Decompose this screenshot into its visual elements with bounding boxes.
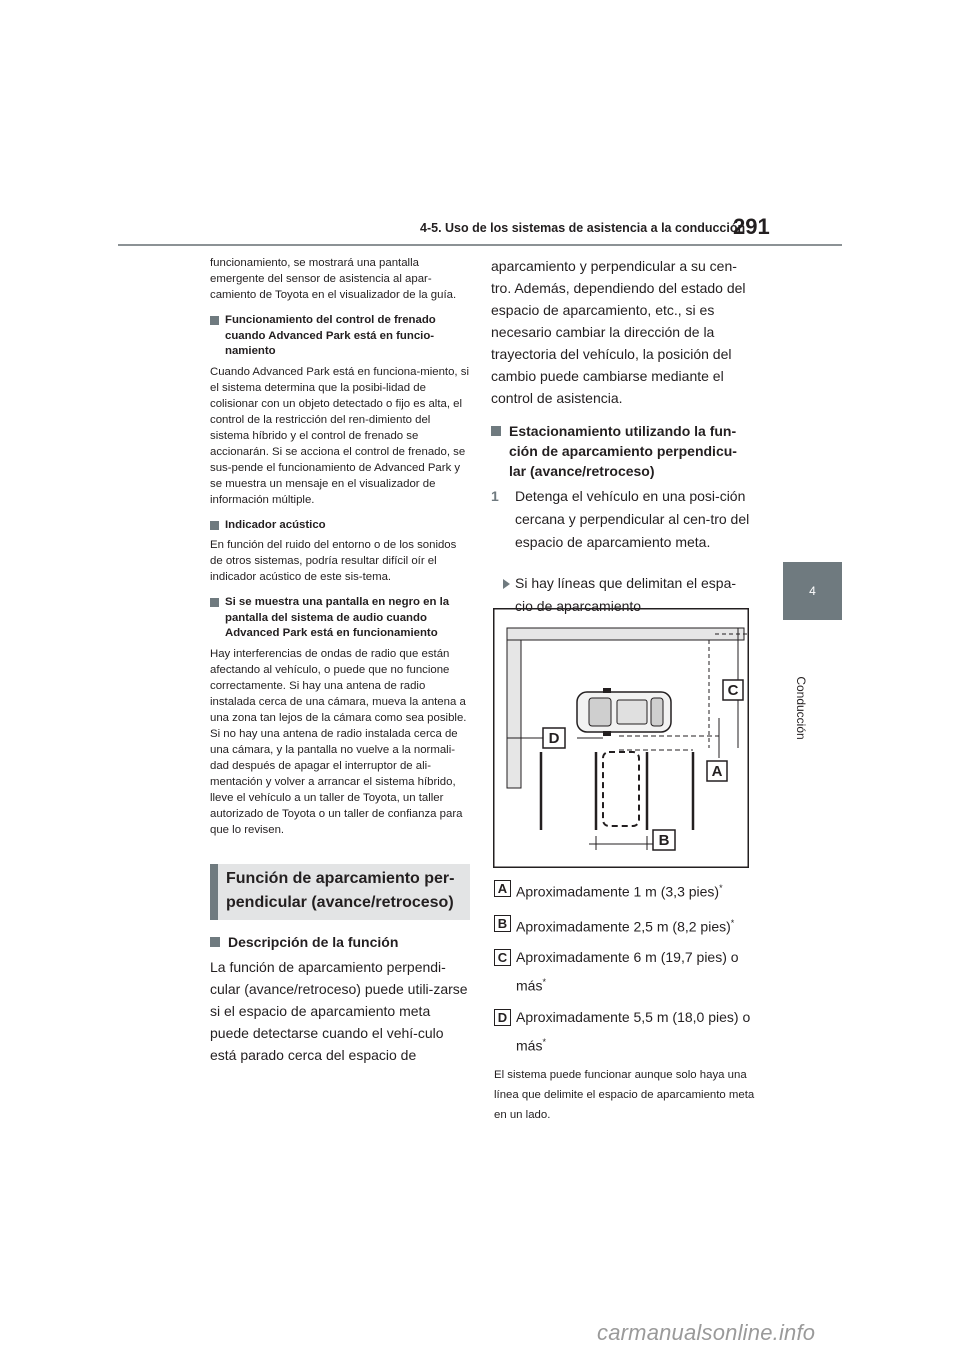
- target-parking-space: [603, 752, 639, 826]
- label-b: B: [658, 832, 670, 849]
- chapter-tab[interactable]: [783, 562, 842, 620]
- label-d-box: [543, 728, 565, 748]
- system-note: El sistema puede funcionar aunque solo haya una línea que delimite el espacio de aparcamiento meta en un lado.: [494, 1068, 755, 1121]
- subheading-buzzer: [210, 518, 472, 534]
- legend-text: Aproximadamente 2,5 m (8,2 pies): [516, 918, 731, 935]
- intro-paragraph: funcionamiento, se mostrará una pantalla emergente del sensor de asistencia al apar-camiento de Toyota en el visualizador de la guía.: [210, 257, 457, 301]
- footnote-mark: *: [719, 883, 723, 893]
- page-number: 291: [733, 214, 770, 239]
- legend-item-a: [494, 876, 756, 905]
- diagram-legend: [494, 876, 756, 1125]
- car-windshield: [589, 698, 611, 726]
- car-roof: [617, 700, 647, 724]
- step-text: Detenga el vehículo en una posi-ción cercana y perpendicular al cen-tro del espacio de aparcamiento meta.: [515, 488, 750, 550]
- square-bullet-icon: [210, 316, 219, 325]
- subheading-function-description: [210, 932, 472, 952]
- black-screen-paragraph: Hay interferencias de ondas de radio que están afectando al vehículo, o puede que no funcione correctamente. Si hay una antena de radio instalada cerca de una cámara, mueva la antena a una zona tan lejos de la cámara como sea posible. Si no hay una antena de radio instalada cerca de una cámara, y la pantalla no vuelve a la normali-dad después de apagar el interruptor de ali-mentación y volver a arrancar el sistema híbrido, lleve el vehículo a un taller de Toyota, un taller autorizado de Toyota o un taller de confianza para que lo revisen.: [210, 647, 467, 836]
- subheading-brake-control: [210, 313, 472, 360]
- watermark[interactable]: carmanualsonline.info: [597, 1320, 816, 1345]
- function-description-paragraph: La función de aparcamiento perpendi-cular (avance/retroceso) puede utili-zarse si el espacio de aparcamiento meta puede detectarse cuando el vehí-culo está parado cerca del espacio de: [210, 958, 468, 1063]
- left-column: [210, 255, 472, 1066]
- label-b-box: [653, 830, 675, 850]
- subheading-text: Funcionamiento del control de frenado cuando Advanced Park está en funcio-namiento: [225, 314, 436, 357]
- legend-item-d: [494, 1005, 756, 1059]
- square-bullet-icon: [210, 521, 219, 530]
- subheading-text: Indicador acústico: [225, 518, 326, 531]
- subheading-parking-procedure: [491, 421, 753, 481]
- header-divider: [118, 244, 842, 246]
- legend-text: Aproximadamente 1 m (3,3 pies): [516, 883, 720, 900]
- legend-key: A: [494, 880, 511, 897]
- legend-key: B: [494, 915, 511, 932]
- continued-paragraph: aparcamiento y perpendicular a su cen-tro. Además, dependiendo del estado del espacio de aparcamiento, etc., si es necesario cambiar la dirección de la trayectoria del vehículo, la posición del cambio puede cambiarse mediante el control de asistencia.: [491, 258, 746, 406]
- legend-item-c: [494, 945, 756, 999]
- step-number: 1: [491, 488, 499, 504]
- buzzer-paragraph: En función del ruido del entorno o de los sonidos de otros sistemas, podría resultar difícil oír el indicador acústico de este sis-tema.: [210, 539, 457, 583]
- car-rear-window: [651, 698, 663, 726]
- footnote-mark: *: [542, 1036, 546, 1047]
- legend-key: C: [494, 949, 511, 966]
- square-bullet-icon: [491, 426, 501, 436]
- triangle-bullet-icon: [503, 579, 510, 589]
- square-bullet-icon: [210, 598, 219, 607]
- chapter-tab-number: 4: [809, 584, 816, 598]
- label-a-box: [707, 761, 727, 781]
- footnote-mark: *: [542, 977, 546, 988]
- subheading-text: Si se muestra una pantalla en negro en la pantalla del sistema de audio cuando Advanced Park está en funcionamiento: [225, 596, 450, 639]
- condition-text: Si hay líneas que delimitan el espa-cio de aparcamiento: [515, 575, 737, 614]
- right-column: [491, 255, 753, 618]
- chapter-tab-label: Conducción: [794, 676, 808, 740]
- wall-left: [507, 628, 521, 788]
- label-d: D: [548, 730, 560, 747]
- footnote-mark: *: [730, 917, 735, 928]
- mirror-left: [603, 688, 611, 693]
- label-c: C: [727, 682, 739, 699]
- legend-item-b: [494, 911, 756, 940]
- label-a: A: [711, 763, 723, 780]
- label-c-box: [723, 680, 743, 700]
- brake-control-paragraph: Cuando Advanced Park está en funciona-miento, si el sistema determina que la posibi-lidad de colisionar con un objeto detectado o fijo es alta, el control de la restricción del ren-dimiento del sistema híbrido y el control de frenado se accionarán. Si se acciona el control de frenado, se sus-pende el funcionamiento de Advanced Park y se muestra un mensaje en el visualizador de información múltiple.: [210, 365, 469, 506]
- legend-key: D: [494, 1009, 511, 1026]
- wall-top: [507, 628, 744, 640]
- parking-lines: [541, 752, 693, 830]
- section-header-title: 4-5. Uso de los sistemas de asistencia a la conducción: [420, 221, 746, 235]
- step-1: [491, 485, 753, 554]
- legend-text: Aproximadamente 5,5 m (18,0 pies) o más: [516, 1008, 751, 1054]
- subheading-black-screen: [210, 595, 472, 642]
- square-bullet-icon: [210, 937, 220, 947]
- legend-text: Aproximadamente 6 m (19,7 pies) o más: [516, 949, 739, 994]
- subheading-text: Estacionamiento utilizando la fun-ción de aparcamiento perpendicu-lar (avance/retroceso): [509, 423, 737, 479]
- subheading-text: Descripción de la función: [228, 933, 399, 950]
- car-top-view: [577, 688, 671, 736]
- section-heading-box: Función de aparcamiento per-pendicular (avance/retroceso): [210, 864, 470, 920]
- parking-diagram: [493, 608, 749, 868]
- mirror-right: [603, 731, 611, 736]
